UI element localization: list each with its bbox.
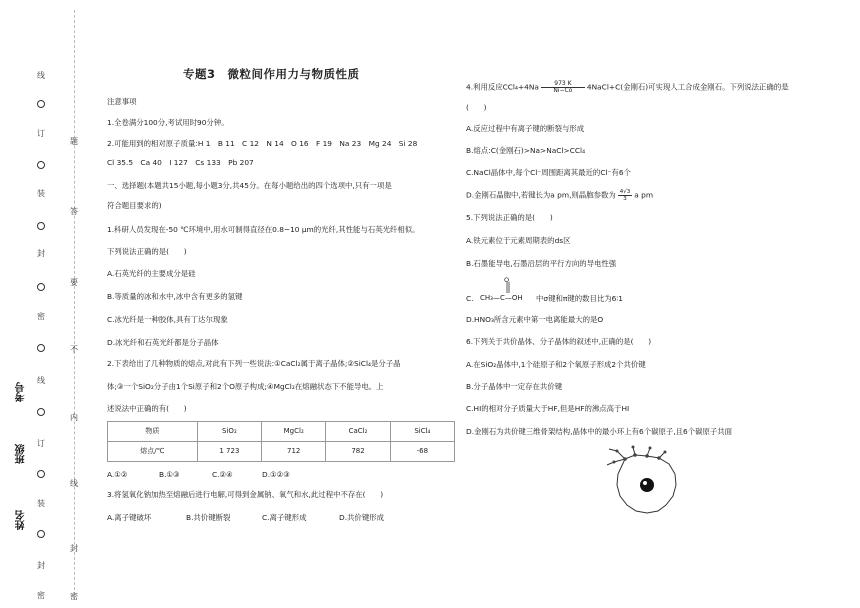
fraction-numerator: 4√3	[619, 189, 631, 195]
binding-char: 线	[37, 71, 45, 80]
binding-char: 封	[37, 249, 45, 258]
table-row	[108, 442, 455, 462]
carbonyl-oxygen: O	[504, 276, 510, 284]
binding-char: 线	[37, 376, 45, 385]
student-number-label: 考号	[16, 382, 27, 402]
binding-char: 封	[37, 561, 45, 570]
q3-stem: 3.将氢氧化钠加热至熔融后进行电解,可得到金属钠、氧气和水,此过程中不存在( )	[107, 490, 384, 499]
binding-char: 订	[37, 129, 45, 138]
q3-option-d: D.共价键形成	[339, 513, 384, 522]
binding-hole-icon	[37, 222, 45, 230]
q2-stem: 体;③一个SiO₂分子由1个Si原子和2个O原子构成;④MgCl₂在熔融状态下不能导电。上	[107, 382, 384, 391]
q2-option-a: A.①②	[107, 470, 128, 479]
q2-stem: 2.下表给出了几种物质的熔点,对此有下列一些说法:①CaCl₂属于离子晶体;②SiCl₄是分子晶	[107, 359, 401, 368]
binding-warn-char: 内	[70, 413, 78, 422]
binding-char: 装	[37, 499, 45, 508]
q1-stem: 下列说法正确的是( )	[107, 247, 187, 256]
q2-option-b: B.①③	[159, 470, 180, 479]
fraction-denominator: 3	[623, 196, 627, 202]
q5-option-a: A.铁元素位于元素周期表的ds区	[466, 236, 571, 245]
section-heading: 符合题目要求的)	[107, 201, 162, 210]
q1-stem: 1.科研人员发现在-50 ℃环境中,用水可制得直径在0.8~10 μm的光纤,其性能与石英光纤相似。	[107, 225, 420, 234]
melting-point-table	[107, 421, 455, 462]
q6-stem: 6.下列关于共价晶体、分子晶体的叙述中,正确的是( )	[466, 337, 652, 346]
binding-char: 装	[37, 189, 45, 198]
table-header-row	[108, 422, 455, 442]
q5-option-c-label: C.	[466, 294, 474, 303]
q4-option-a: A.反应过程中有离子键的断裂与形成	[466, 124, 585, 133]
q2-option-d: D.①②③	[262, 470, 290, 479]
fraction	[618, 189, 633, 202]
table-cell: 782	[326, 442, 390, 462]
table-row-label: 熔点/℃	[108, 442, 198, 462]
binding-hole-icon	[37, 161, 45, 169]
binding-warn-char: 密	[70, 592, 78, 601]
q4-option-d-text: D.金刚石晶胞中,若键长为a pm,则晶胞参数为	[466, 190, 616, 200]
binding-hole-icon	[37, 100, 45, 108]
q1-option-b: B.等质量的冰和水中,冰中含有更多的氢键	[107, 292, 243, 301]
q2-stem: 述说法中正确的有( )	[107, 404, 187, 413]
q5-option-d: D.HNO₃所含元素中第一电离能最大的是O	[466, 315, 604, 324]
table-header: MgCl₂	[262, 422, 326, 442]
q4-stem	[466, 81, 789, 94]
binding-hole-icon	[37, 530, 45, 538]
molecule-ring-illustration	[595, 445, 701, 523]
notes-line: Cl 35.5 Ca 40 I 127 Cs 133 Pb 207	[107, 158, 254, 167]
q5-option-c-text: 中σ键和π键的数目比为6∶1	[536, 294, 623, 303]
q5-option-b: B.石墨能导电,石墨沿层的平行方向的导电性强	[466, 259, 617, 268]
section-heading: 一、选择题(本题共15小题,每小题3分,共45分。在每小题给出的四个选项中,只有一项是	[107, 181, 392, 190]
acetic-acid-formula: CH₃—C—OH	[480, 294, 523, 302]
table-header: SiCl₄	[390, 422, 454, 442]
notes-line: 1.全卷满分100分,考试用时90分钟。	[107, 118, 229, 127]
binding-warn-char: 封	[70, 544, 78, 553]
binding-margin	[0, 0, 95, 608]
q4-stem-post: 4NaCl+C(金刚石)可实现人工合成金刚石。下列说法正确的是	[586, 82, 789, 92]
reaction-condition-top: 973 K	[541, 81, 585, 88]
q4-stem-pre: 4.利用反应CCl₄+4Na	[466, 82, 539, 92]
table-header: 物质	[108, 422, 198, 442]
class-label: 班级	[16, 444, 27, 464]
binding-char: 订	[37, 439, 45, 448]
q6-option-c: C.HI的相对分子质量大于HF,但是HF的沸点高于HI	[466, 404, 630, 413]
double-bond-icon	[505, 282, 511, 294]
binding-char: 密	[37, 591, 45, 600]
binding-warn-char: 答	[70, 207, 78, 216]
q4-paren: ( )	[466, 103, 487, 112]
table-cell: -68	[390, 442, 454, 462]
notes-heading: 注意事项	[107, 97, 137, 106]
q4-option-d-unit: a pm	[634, 190, 654, 200]
q1-option-a: A.石英光纤的主要成分是硅	[107, 269, 196, 278]
q6-option-a: A.在SiO₂晶体中,1个硅原子和2个氧原子形成2个共价键	[466, 360, 646, 369]
reaction-condition-bottom: Ni−Co	[553, 87, 573, 94]
binding-hole-icon	[37, 344, 45, 352]
q3-option-a: A.离子键破坏	[107, 513, 152, 522]
q6-option-d: D.金刚石为共价键三维骨架结构,晶体中的最小环上有6个碳原子,且6个碳原子共面	[466, 427, 733, 436]
q4-option-b: B.熔点:C(金刚石)>Na>NaCl>CCl₄	[466, 146, 586, 155]
binding-warn-char: 题	[70, 137, 78, 146]
q1-option-c: C.冰光纤是一种胶体,具有丁达尔现象	[107, 315, 228, 324]
q5-stem: 5.下列说法正确的是( )	[466, 213, 553, 222]
table-cell: 712	[262, 442, 326, 462]
q3-option-b: B.共价键断裂	[186, 513, 231, 522]
notes-line: 2.可能用到的相对原子质量:H 1 B 11 C 12 N 14 O 16 F 19 Na 23 Mg 24 Si 28	[107, 139, 418, 148]
reaction-condition	[541, 81, 585, 94]
table-header: CaCl₂	[326, 422, 390, 442]
binding-dashed-line	[74, 10, 75, 600]
q3-option-c: C.离子键形成	[262, 513, 307, 522]
name-label: 姓名	[16, 510, 27, 530]
binding-hole-icon	[37, 470, 45, 478]
page-title: 专题3 微粒间作用力与物质性质	[183, 67, 360, 81]
binding-hole-icon	[37, 408, 45, 416]
q2-option-c: C.②④	[212, 470, 233, 479]
binding-warn-char: 线	[70, 479, 78, 488]
q4-option-c: C.NaCl晶体中,每个Cl⁻周围距离其最近的Cl⁻有6个	[466, 168, 631, 177]
binding-warn-char: 不	[70, 345, 78, 354]
table-header: SiO₂	[197, 422, 261, 442]
binding-warn-char: 要	[70, 278, 78, 287]
q1-option-d: D.冰光纤和石英光纤都是分子晶体	[107, 338, 219, 347]
table-cell: 1 723	[197, 442, 261, 462]
q6-option-b: B.分子晶体中一定存在共价键	[466, 382, 563, 391]
binding-char: 密	[37, 312, 45, 321]
binding-hole-icon	[37, 283, 45, 291]
q4-option-d	[466, 189, 653, 202]
